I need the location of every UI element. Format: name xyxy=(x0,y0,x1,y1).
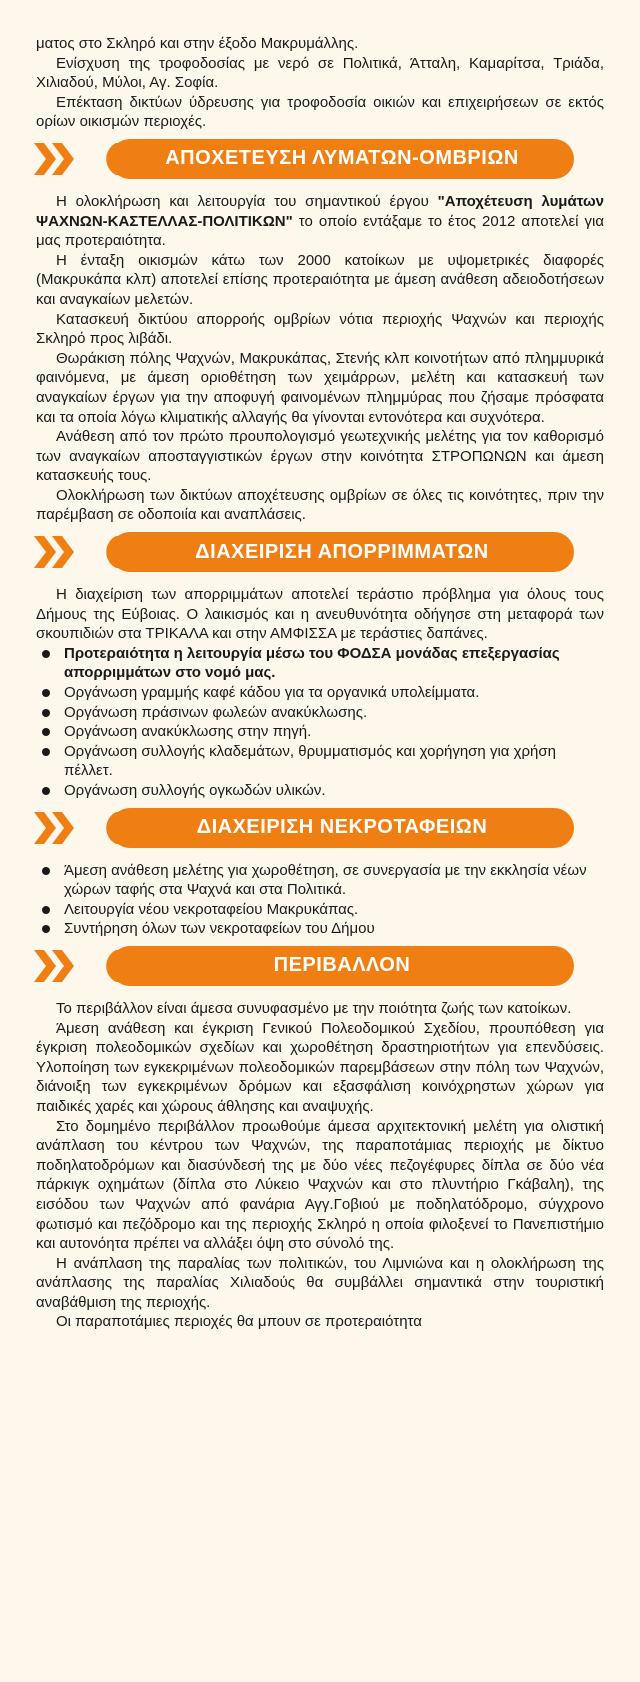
bullet-icon xyxy=(42,787,50,795)
section-title: ΔΙΑΧΕΙΡΙΣΗ ΑΠΟΡΡΙΜΜΑΤΩΝ xyxy=(110,532,574,572)
paragraph: Το περιβάλλον είναι άμεσα συνυφασμένο με την ποιότητα ζωής των κατοίκων. xyxy=(56,999,572,1017)
list-item xyxy=(40,683,604,703)
list-item-text: Προτεραιότητα η λειτουργία μέσω του ΦΟΔΣΑ μονάδας επεξεργασίας απορριμμάτων στο νομό μας. xyxy=(64,644,560,682)
bullet-icon xyxy=(42,748,50,756)
list-item-text: Συντήρηση όλων των νεκροταφείων του Δήμου xyxy=(64,920,375,938)
waste-text xyxy=(36,585,604,644)
paragraph: Επέκταση δικτύων ύδρευσης για τροφοδοσία οικιών και επιχειρήσεων σε εκτός ορίων οικισμών περιοχές. xyxy=(36,93,604,131)
section-title: ΠΕΡΙΒΑΛΛΟΝ xyxy=(110,946,574,986)
paragraph: ματος στο Σκληρό και στην έξοδο Μακρυμάλλης. xyxy=(36,35,359,52)
bullet-icon xyxy=(42,650,50,658)
text-span: Η ολοκλήρωση και λειτουργία του σημαντικού έργου xyxy=(56,192,438,210)
double-chevron-icon xyxy=(34,950,78,982)
list-item xyxy=(40,722,604,742)
list-item xyxy=(40,703,604,723)
paragraph xyxy=(36,192,604,251)
bullet-icon xyxy=(42,728,50,736)
paragraph: Η διαχείριση των απορριμμάτων αποτελεί τεράστιο πρόβλημα για όλους τους Δήμους της Εύβοιας. Ο λαικισμός και η ανευθυνότητα οδήγησε στη μεταφορά των σκουπιδιών στα ΤΡΙΚΑΛΑ και στην ΑΜΦΙΣΣΑ με τεράστιες δαπάνες. xyxy=(36,586,604,643)
list-item xyxy=(40,644,604,683)
list-item xyxy=(40,861,604,900)
environment-text xyxy=(36,999,604,1332)
list-item-text: Άμεση ανάθεση μελέτης για χωροθέτηση, σε συνεργασία με την εκκλησία νέων χώρων ταφής στα Ψαχνά και στα Πολιτικά. xyxy=(64,861,587,899)
paragraph: Στο δομημένο περιβάλλον προωθούμε άμεσα αρχιτεκτονική μελέτη για ολιστική ανάπλαση του κέντρου των Ψαχνών, της παραποτάμιας περιοχής με δίκτυο ποδηλατοδρόμων και διασύνδεσή της με δύο νέες πεζογέφυρες δίπλα σε δύο νέα πάρκιγκ οχημάτων (δίπλα στο Λύκειο Ψαχνών και στο πλυντήριο Γκάβαλη), της εισόδου των Ψαχνών από φανάρια Αγγ.Γοβιού με ποδηλατόδρομο, σύγχρονο φωτισμό και πεζόδρομο και της περιοχής Σκληρό η οποία φιλοξενεί το Πανεπιστήμιο και αυτονόητα πρέπει να αλλάξει όψη στο σύνολό της. xyxy=(36,1117,604,1253)
list-item xyxy=(40,781,604,801)
cemeteries-list xyxy=(0,861,640,939)
paragraph: Η ένταξη οικισμών κάτω των 2000 κατοίκων με υψομετρικές διαφορές (Μακρυκάπα κλπ) αποτελεί επίσης προτεραιότητα με άμεση ανάθεση αδειοδοτήσεων και αναγκαίων μελετών. xyxy=(36,251,604,308)
double-chevron-icon xyxy=(34,536,78,568)
paragraph: Η ανάπλαση της παραλίας των πολιτικών, του Λιμνιώνα και η ολοκλήρωση της ανάπλασης της παραλίας Χιλιαδούς θα συμβάλλει σημαντικά στην τουριστική αναβάθμιση της περιοχής. xyxy=(36,1254,604,1311)
paragraph: Θωράκιση πόλης Ψαχνών, Μακρυκάπας, Στενής κλπ κοινοτήτων από πλημμυρικά φαινόμενα, με άμεση οριοθέτηση των χειμάρρων, μελέτη και κατασκευή των αναγκαίων έργων για την αποφυγή φαινομένων πλημμύρας που ζήσαμε πρόσφατα και τα οποία λόγω κλιματικής αλλαγής θα γίνονται εντονότερα και συχνότερα. xyxy=(36,349,604,426)
list-item-text: Οργάνωση συλλογής κλαδεμάτων, θρυμματισμός και χορήγηση για χρήση πέλλετ. xyxy=(64,742,556,780)
paragraph: Ανάθεση από τον πρώτο προυπολογισμό γεωτεχνικής μελέτης για τον καθορισμό των αναγκαίων αποσταγγιστικών έργων στην κοινότητα ΣΤΡΟΠΩΝΩΝ και άμεση κατασκευής τους. xyxy=(36,428,604,485)
list-item-text: Οργάνωση συλλογής ογκωδών υλικών. xyxy=(64,782,326,799)
double-chevron-icon xyxy=(34,143,78,175)
paragraph: Άμεση ανάθεση και έγκριση Γενικού Πολεοδομικού Σχεδίου, προυπόθεση για έγκριση πολεοδομικών σχεδίων και χωροθέτηση δραστηριοτήτων για επενδύσεις. Υλοποίηση των εγκεκριμένων πολεοδομικών παρεμβάσεων στην πόλη των Ψαχνών, διάνοιξη των εγκεκριμένων δρόμων και εξασφάλιση κοινόχρηστων χώρων για παιδικές χαρές και χώρους άθλησης και αναψυχής. xyxy=(36,1019,604,1115)
double-chevron-icon xyxy=(34,812,78,844)
section-header-sewage xyxy=(0,136,640,182)
bullet-icon xyxy=(42,906,50,914)
paragraph: Ολοκλήρωση των δικτύων αποχέτευσης ομβρίων σε όλες τις κοινότητες, πριν την παρέμβαση σε οδοποιία και αναπλάσεις. xyxy=(36,486,604,524)
list-item-text: Οργάνωση γραμμής καφέ κάδου για τα οργανικά υπολείμματα. xyxy=(64,684,480,702)
bullet-icon xyxy=(42,689,50,697)
paragraph: Ενίσχυση της τροφοδοσίας με νερό σε Πολιτικά, Άτταλη, Καμαρίτσα, Τριάδα, Χιλιαδού, Μύλοι, Αγ. Σοφία. xyxy=(36,54,604,92)
list-item-text: Οργάνωση ανακύκλωσης στην πηγή. xyxy=(64,723,312,741)
paragraph: Οι παραποτάμιες περιοχές θα μπουν σε προτεραιότητα xyxy=(56,1313,422,1331)
project-name: "Αποχέτευση λυμάτων ΨΑΧΝΩΝ-ΚΑΣΤΕΛΛΑΣ-ΠΟΛΙΤΙΚΩΝ" xyxy=(36,192,604,230)
list-item-text: Λειτουργία νέου νεκροταφείου Μακρυκάπας. xyxy=(64,900,359,918)
paragraph: Κατασκευή δικτύου απορροής ομβρίων νότια περιοχής Ψαχνών και περιοχής Σκληρό προς λιβάδι. xyxy=(36,310,604,348)
sewage-text xyxy=(36,192,604,525)
section-title: ΑΠΟΧΕΤΕΥΣΗ ΛΥΜΑΤΩΝ-ΟΜΒΡΙΩΝ xyxy=(110,139,574,179)
section-header-waste xyxy=(0,529,640,575)
waste-list xyxy=(0,644,640,801)
intro-text xyxy=(36,0,604,132)
list-item xyxy=(40,900,604,920)
section-header-cemeteries xyxy=(0,805,640,851)
section-header-environment xyxy=(0,943,640,989)
bullet-icon xyxy=(42,925,50,933)
bullet-icon xyxy=(42,867,50,875)
text-span: το οποίο εντάξαμε το έτος 2012 αποτελεί για μας προτεραιότητα. xyxy=(36,212,604,250)
bullet-icon xyxy=(42,709,50,717)
list-item xyxy=(40,919,604,939)
list-item xyxy=(40,742,604,781)
section-title: ΔΙΑΧΕΙΡΙΣΗ ΝΕΚΡΟΤΑΦΕΙΩΝ xyxy=(110,808,574,848)
list-item-text: Οργάνωση πράσινων φωλεών ανακύκλωσης. xyxy=(64,703,368,721)
